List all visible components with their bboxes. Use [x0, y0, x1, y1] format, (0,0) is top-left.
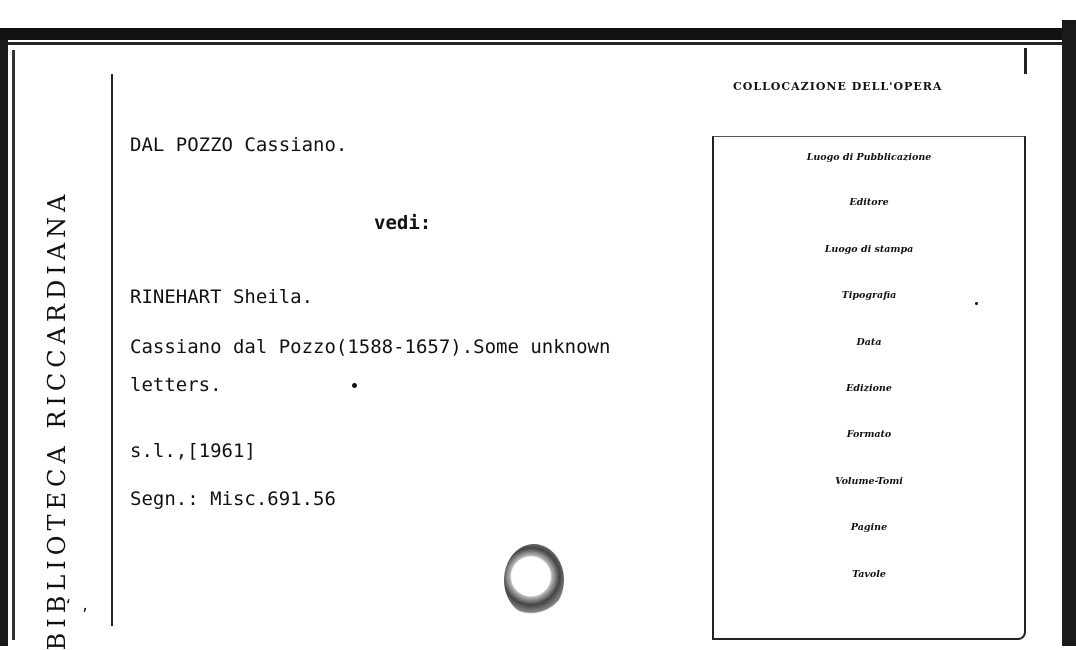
left-border: [0, 40, 8, 646]
ink-dot: [975, 302, 978, 305]
field-plates: Tavole: [852, 569, 886, 580]
field-place-of-publication: Luogo di Pubblicazione: [806, 152, 932, 163]
field-format: Formato: [846, 429, 892, 440]
shelfmark: Segn.: Misc.691.56: [130, 488, 336, 510]
imprint: s.l.,[1961]: [130, 440, 256, 462]
library-stamp: [504, 544, 564, 616]
top-border-thin: [0, 42, 1062, 45]
field-date: Data: [856, 337, 882, 348]
top-border: [0, 28, 1062, 40]
margin-rule: [111, 74, 113, 626]
see-reference: vedi:: [374, 212, 432, 234]
right-border: [1062, 20, 1076, 646]
library-name: BIBLIOTECA RICCARDIANA: [43, 189, 71, 650]
margin-mark: ‘ ,: [64, 598, 90, 614]
left-border-inner: [12, 50, 15, 640]
field-pages: Pagine: [850, 522, 888, 533]
title-line-1: Cassiano dal Pozzo(1588-1657).Some unknown: [130, 336, 611, 358]
field-place-of-printing: Luogo di stampa: [824, 244, 914, 255]
referenced-author: RINEHART Sheila.: [130, 286, 314, 308]
collocation-heading: COLLOCAZIONE DELL'OPERA: [733, 80, 943, 93]
title-line-2: letters.: [130, 374, 222, 396]
author-entry: DAL POZZO Cassiano.: [130, 134, 348, 156]
field-printer: Tipografia: [841, 290, 897, 301]
ink-dot: [352, 383, 357, 388]
field-volume: Volume-Tomi: [835, 476, 903, 487]
field-publisher: Editore: [849, 197, 889, 208]
field-edition: Edizione: [846, 383, 892, 394]
corner-rule: [1024, 48, 1027, 74]
